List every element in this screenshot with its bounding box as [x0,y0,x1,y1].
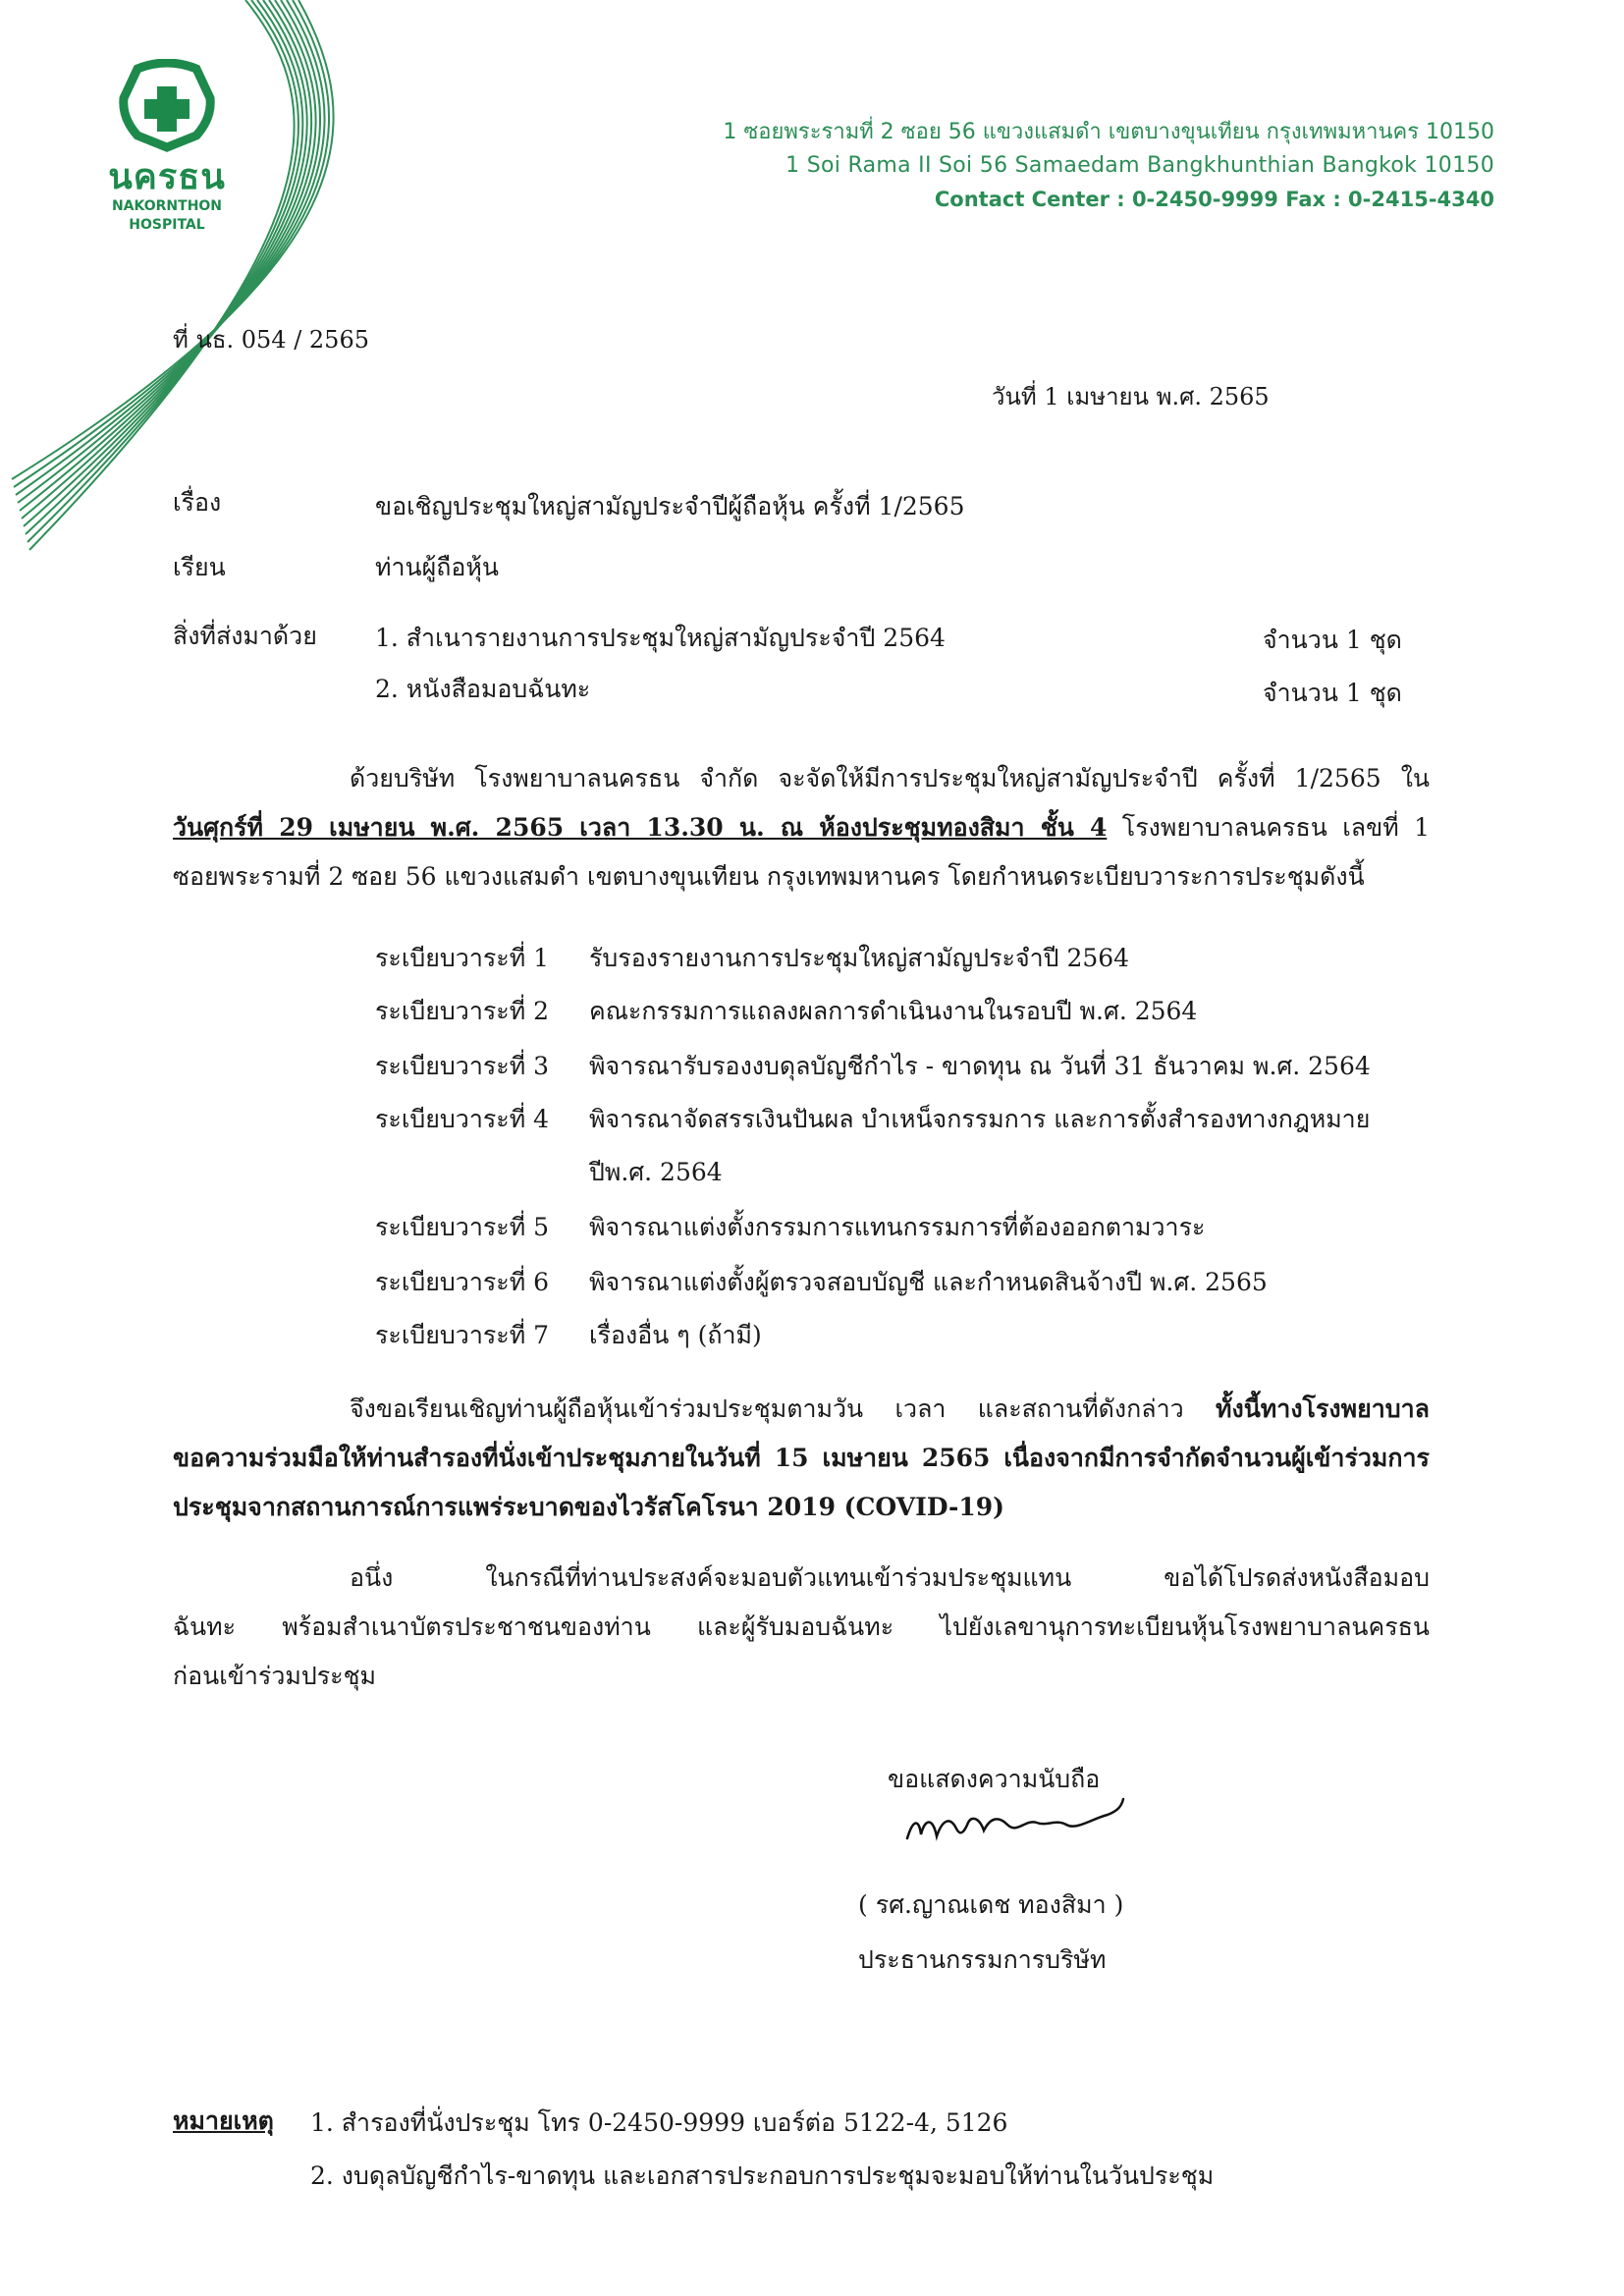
enclosure-item: 1. สำเนารายงานการประชุมใหญ่สามัญประจำปี 2564 [375,624,946,652]
agenda-item: ระเบียบวาระที่ 7 เรื่องอื่น ๆ (ถ้ามี) [375,1321,762,1349]
proxy-paragraph [173,1554,1430,1701]
signatory-title: ประธานกรรมการบริษัท [858,1945,1107,1974]
signatory-name: ( รศ.ญาณเดช ทองสิมา ) [858,1890,1124,1919]
agenda-item: ระเบียบวาระที่ 1 รับรองรายงานการประชุมใหญ่สามัญประจำปี 2564 [375,944,1130,972]
body1-line-2-rest: โรงพยาบาลนครธน เลขที่ 1 [1107,813,1430,842]
body2-line-1: จึงขอเรียนเชิญท่านผู้ถือหุ้นเข้าร่วมประชุมตามวัน เวลา และสถานที่ดังกล่าว [350,1394,1217,1423]
handwritten-signature [899,1789,1135,1858]
body2-line-2: ขอความร่วมมือให้ท่านสำรองที่นั่งเข้าประชุมภายในวันที่ 15 เมษายน 2565 เนื่องจากมีการจำกัดจำนวนผู้เข้าร่วมการ [173,1444,1430,1472]
hospital-logo [98,59,236,235]
body3-line-2: ฉันทะ พร้อมสำเนาบัตรประชาชนของท่าน และผู้รับมอบฉันทะ ไปยังเลขานุการทะเบียนหุ้นโรงพยาบาลนครธน [173,1613,1430,1641]
letter-date: วันที่ 1 เมษายน พ.ศ. 2565 [992,383,1270,410]
body2-line-1-bold: ทั้งนี้ทางโรงพยาบาล [1216,1394,1430,1423]
agenda-item: ระเบียบวาระที่ 5 พิจารณาแต่งตั้งกรรมการแทนกรรมการที่ต้องออกตามวาระ [375,1213,1206,1241]
agenda-item: ระเบียบวาระที่ 2 คณะกรรมการแถลงผลการดำเนินงานในรอบปี พ.ศ. 2564 [375,997,1198,1025]
subject-label: เรื่อง [173,488,222,517]
agenda-item: ระเบียบวาระที่ 4 พิจารณาจัดสรรเงินปันผล บำเหน็จกรรมการ และการตั้งสำรองทางกฎหมาย [375,1105,1371,1133]
contact-line: Contact Center : 0-2450-9999 Fax : 0-2415-4340 [934,188,1494,211]
enclosure-label: สิ่งที่ส่งมาด้วย [173,622,317,650]
meeting-datetime-venue: วันศุกร์ที่ 29 เมษายน พ.ศ. 2565 เวลา 13.30 น. ณ ห้องประชุมทองสิมา ชั้น 4 [173,813,1108,842]
address-english: 1 Soi Rama II Soi 56 Samaedam Bangkhunthian Bangkok 10150 [785,153,1494,178]
note-item: 1. สำรองที่นั่งประชุม โทร 0-2450-9999 เบอร์ต่อ 5122-4, 5126 [310,2108,1008,2137]
enclosure-item: 2. หนังสือมอบฉันทะ [375,675,591,703]
attendance-paragraph [173,1385,1430,1532]
enclosure-qty: จำนวน 1 ชุด [1263,626,1402,654]
body3-line-1: อนึ่ง ในกรณีที่ท่านประสงค์จะมอบตัวแทนเข้าร่วมประชุมแทน ขอได้โปรดส่งหนังสือมอบ [350,1563,1430,1592]
body3-line-3: ก่อนเข้าร่วมประชุม [173,1662,377,1690]
body2-line-3: ประชุมจากสถานการณ์การแพร่ระบาดของไวรัสโคโรนา 2019 (COVID-19) [173,1493,1004,1521]
agenda-item: ระเบียบวาระที่ 3 พิจารณารับรองงบดุลบัญชีกำไร - ขาดทุน ณ วันที่ 31 ธันวาคม พ.ศ. 2564 [375,1052,1371,1080]
letterhead-address [723,116,1494,216]
body1-line-3: ซอยพระรามที่ 2 ซอย 56 แขวงแสมดำ เขตบางขุนเทียน กรุงเทพมหานคร โดยกำหนดระเบียบวาระการประชุมดังนี้ [173,862,1365,891]
logo-brand: นครธน [108,157,226,197]
agenda-item: ระเบียบวาระที่ 6 พิจารณาแต่งตั้งผู้ตรวจสอบบัญชี และกำหนดสินจ้างปี พ.ศ. 2565 [375,1268,1268,1296]
body1-line-1: ด้วยบริษัท โรงพยาบาลนครธน จำกัด จะจัดให้มีการประชุมใหญ่สามัญประจำปี ครั้งที่ 1/2565 ใน [350,764,1430,793]
to-value: ท่านผู้ถือหุ้น [375,553,499,581]
reference-number: ที่ นธ. 054 / 2565 [173,326,369,354]
hospital-cross-icon [108,59,226,152]
agenda-item-continued: ปีพ.ศ. 2564 [589,1158,723,1186]
notes-heading: หมายเหตุ [173,2106,274,2135]
enclosure-qty: จำนวน 1 ชุด [1263,679,1402,707]
logo-sub-2: HOSPITAL [129,217,205,233]
invitation-paragraph [173,754,1430,902]
logo-sub-1: NAKORNTHON [111,198,223,214]
closing-phrase: ขอแสดงความนับถือ [888,1765,1101,1793]
subject-value: ขอเชิญประชุมใหญ่สามัญประจำปีผู้ถือหุ้น ครั้งที่ 1/2565 [375,492,965,520]
address-thai: 1 ซอยพระรามที่ 2 ซอย 56 แขวงแสมดำ เขตบางขุนเทียน กรุงเทพมหานคร 10150 [723,120,1494,144]
to-label: เรียน [173,553,226,581]
note-item: 2. งบดุลบัญชีกำไร-ขาดทุน และเอกสารประกอบการประชุมจะมอบให้ท่านในวันประชุม [310,2161,1215,2190]
